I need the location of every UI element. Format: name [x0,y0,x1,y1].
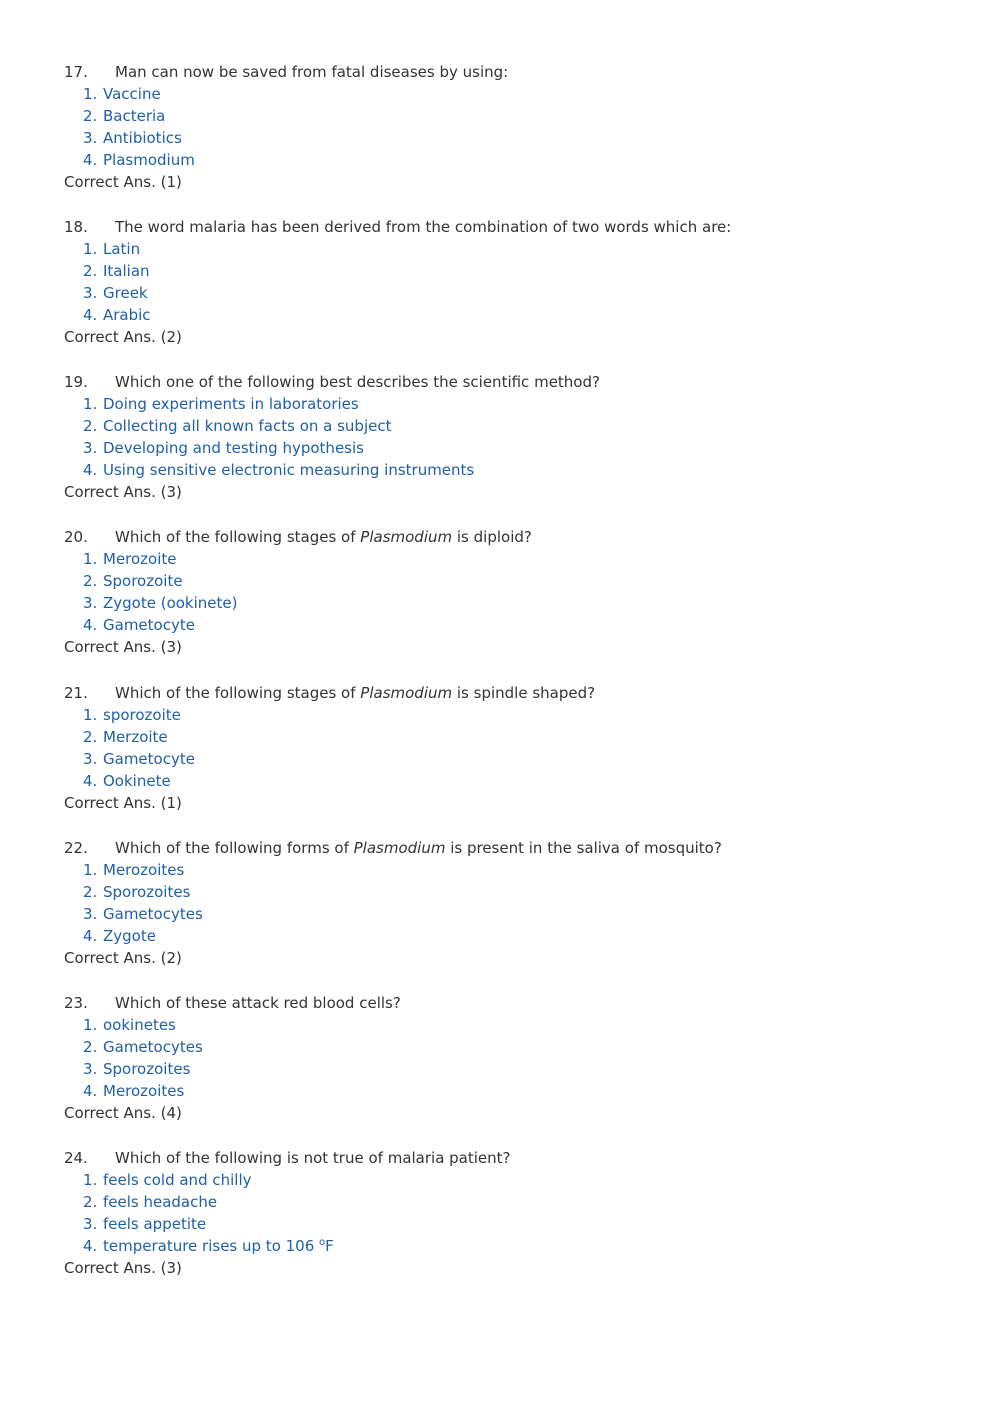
option-text: Gametocytes [103,1038,203,1056]
option-3 [64,1058,944,1080]
option-number: 2. [83,1038,98,1056]
question-23 [64,992,944,1124]
option-text: Merzoite [103,728,168,746]
option-number: 2. [83,572,98,590]
option-text: Antibiotics [103,129,182,147]
option-number: 1. [83,395,98,413]
option-number: 3. [83,905,98,923]
option-text: Zygote [103,927,156,945]
option-4 [64,770,944,792]
question-number: 22. [64,839,88,857]
correct-answer: Correct Ans. (1) [64,794,182,812]
option-text: Merozoites [103,1082,185,1100]
option-text: Italian [103,262,150,280]
question-text: Man can now be saved from fatal diseases by using: [115,63,509,81]
option-text: Doing experiments in laboratories [103,395,359,413]
question-text: Which one of the following best describes the scientific method? [115,373,600,391]
option-3 [64,437,944,459]
option-list [64,704,944,792]
option-3 [64,1213,944,1235]
option-3 [64,127,944,149]
option-text: sporozoite [103,706,181,724]
option-number: 4. [83,306,98,324]
question-21 [64,682,944,814]
option-2 [64,415,944,437]
correct-answer: Correct Ans. (2) [64,328,182,346]
question-line [64,371,944,393]
option-1 [64,393,944,415]
option-1 [64,704,944,726]
correct-answer: Correct Ans. (2) [64,949,182,967]
option-2 [64,260,944,282]
question-text-end: is present in the saliva of mosquito? [445,839,722,857]
option-text: feels headache [103,1193,218,1211]
option-number: 1. [83,1171,98,1189]
option-number: 2. [83,728,98,746]
question-text: Which of the following forms of [115,839,354,857]
question-italic-term: Plasmodium [353,839,446,857]
option-text: Vaccine [103,85,161,103]
option-text: Plasmodium [103,151,195,169]
option-text: Arabic [103,306,151,324]
correct-answer: Correct Ans. (1) [64,173,182,191]
question-line [64,682,944,704]
question-italic-term: Plasmodium [360,684,453,702]
option-list [64,393,944,481]
option-2 [64,1191,944,1213]
option-2 [64,726,944,748]
question-text: Which of these attack red blood cells? [115,994,401,1012]
question-text: Which of the following stages of [115,684,361,702]
option-number: 2. [83,1193,98,1211]
question-24 [64,1147,944,1279]
question-text: Which of the following stages of [115,528,361,546]
question-18 [64,216,944,348]
option-list [64,548,944,636]
option-text: Merozoite [103,550,177,568]
option-2 [64,1036,944,1058]
option-text: feels appetite [103,1215,207,1233]
option-number: 3. [83,1215,98,1233]
option-number: 4. [83,1237,98,1255]
option-list [64,83,944,171]
option-number: 3. [83,129,98,147]
question-number: 17. [64,63,88,81]
option-text: ookinetes [103,1016,176,1034]
option-4 [64,1080,944,1102]
option-text: Bacteria [103,107,166,125]
question-text-end: is diploid? [452,528,532,546]
option-text: Sporozoite [103,572,183,590]
option-1 [64,238,944,260]
option-number: 3. [83,594,98,612]
option-text: Gametocytes [103,905,203,923]
option-text: temperature rises up to 106 [103,1237,320,1255]
question-line [64,216,944,238]
question-line [64,837,944,859]
option-text: Gametocyte [103,616,195,634]
option-number: 4. [83,151,98,169]
option-number: 2. [83,107,98,125]
question-italic-term: Plasmodium [360,528,453,546]
option-4 [64,459,944,481]
option-text: feels cold and chilly [103,1171,252,1189]
correct-answer: Correct Ans. (4) [64,1104,182,1122]
option-number: 1. [83,85,98,103]
option-number: 1. [83,1016,98,1034]
question-line [64,61,944,83]
correct-answer: Correct Ans. (3) [64,483,182,501]
option-text: Zygote (ookinete) [103,594,238,612]
option-3 [64,748,944,770]
option-text: Ookinete [103,772,171,790]
option-3 [64,282,944,304]
question-text: The word malaria has been derived from the combination of two words which are: [115,218,732,236]
option-number: 2. [83,262,98,280]
question-text: Which of the following is not true of malaria patient? [115,1149,511,1167]
option-number: 3. [83,284,98,302]
option-text: Merozoites [103,861,185,879]
option-1 [64,1169,944,1191]
question-text-end: is spindle shaped? [452,684,596,702]
degree-superscript: o [319,1237,326,1248]
option-number: 2. [83,883,98,901]
unit-text: F [325,1237,334,1255]
option-number: 3. [83,750,98,768]
option-4 [64,304,944,326]
option-number: 2. [83,417,98,435]
question-line [64,526,944,548]
option-1 [64,1014,944,1036]
option-number: 1. [83,861,98,879]
option-2 [64,881,944,903]
option-number: 4. [83,616,98,634]
option-number: 4. [83,461,98,479]
option-text: Sporozoites [103,883,191,901]
option-2 [64,105,944,127]
option-3 [64,592,944,614]
option-number: 4. [83,927,98,945]
option-number: 3. [83,1060,98,1078]
option-number: 1. [83,550,98,568]
option-4 [64,1235,944,1257]
option-text: Greek [103,284,148,302]
option-text: Sporozoites [103,1060,191,1078]
option-1 [64,548,944,570]
option-number: 4. [83,1082,98,1100]
option-1 [64,83,944,105]
option-text: Latin [103,240,141,258]
correct-answer: Correct Ans. (3) [64,638,182,656]
option-4 [64,149,944,171]
question-line [64,992,944,1014]
option-text: Developing and testing hypothesis [103,439,364,457]
option-number: 4. [83,772,98,790]
question-22 [64,837,944,969]
option-4 [64,614,944,636]
question-number: 24. [64,1149,88,1167]
question-number: 18. [64,218,88,236]
option-3 [64,903,944,925]
option-2 [64,570,944,592]
option-number: 1. [83,706,98,724]
question-number: 21. [64,684,88,702]
option-number: 1. [83,240,98,258]
option-text: Gametocyte [103,750,195,768]
question-number: 23. [64,994,88,1012]
question-number: 20. [64,528,88,546]
option-list [64,859,944,947]
option-list [64,1169,944,1257]
question-17 [64,61,944,193]
question-20 [64,526,944,658]
question-line [64,1147,944,1169]
option-list [64,238,944,326]
option-list [64,1014,944,1102]
option-text: Collecting all known facts on a subject [103,417,392,435]
option-4 [64,925,944,947]
option-text: Using sensitive electronic measuring instruments [103,461,475,479]
correct-answer: Correct Ans. (3) [64,1259,182,1277]
option-number: 3. [83,439,98,457]
option-1 [64,859,944,881]
question-19 [64,371,944,503]
question-number: 19. [64,373,88,391]
